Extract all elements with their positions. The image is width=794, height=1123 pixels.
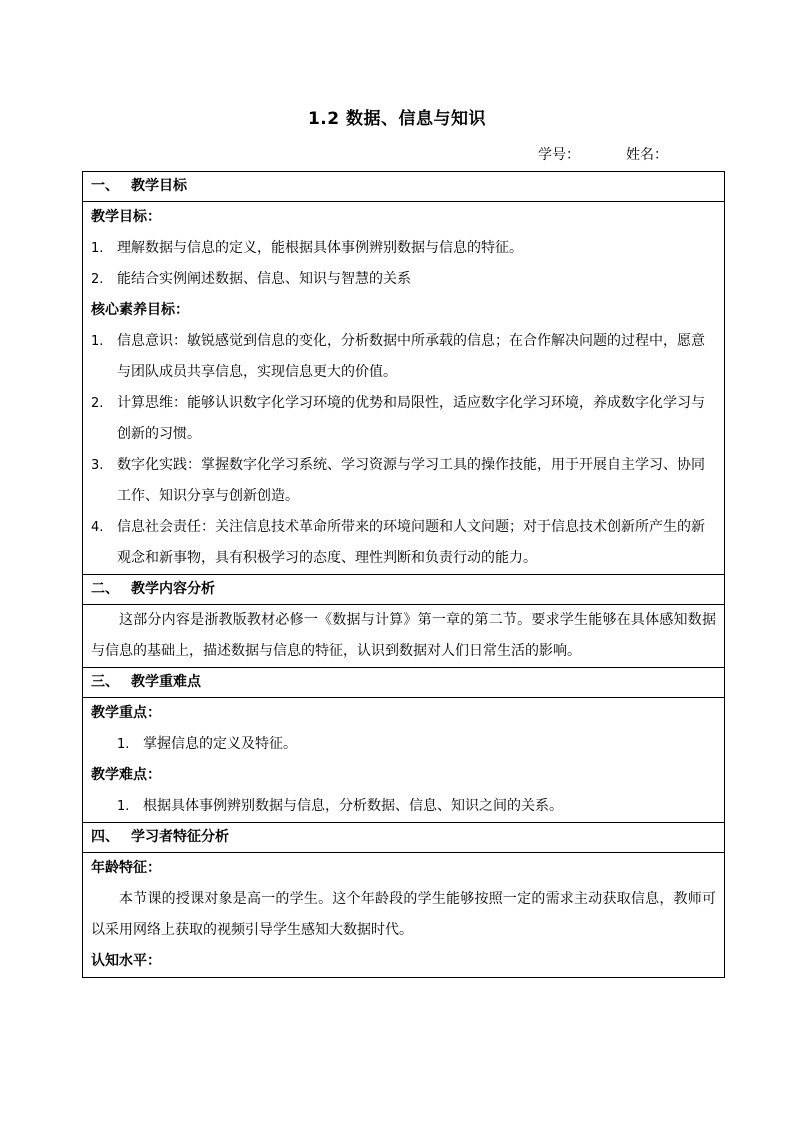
- list-item: [91, 791, 716, 822]
- difficult-points-label: 教学难点：: [91, 767, 161, 783]
- section-number: 一、: [91, 178, 119, 194]
- section-heading: 教学内容分析: [131, 581, 215, 597]
- section-body-row: [83, 202, 725, 575]
- section-heading-row: [83, 575, 725, 605]
- section-number: 三、: [91, 674, 119, 690]
- age-features-label: 年龄特征：: [91, 860, 161, 876]
- item-number: 4.: [91, 520, 104, 535]
- student-info-line: [538, 144, 668, 164]
- list-item: [91, 512, 716, 574]
- lesson-plan-table: [82, 171, 725, 978]
- item-number: 2.: [91, 396, 104, 411]
- item-text: 信息意识：敏锐感觉到信息的变化，分析数据中所承载的信息；在合作解决问题的过程中，愿意与团队成员共享信息，实现信息更大的价值。: [117, 333, 705, 380]
- section-number: 四、: [91, 829, 119, 845]
- list-item: [91, 264, 716, 295]
- section-body-row: [83, 605, 725, 668]
- section-body-row: [83, 853, 725, 978]
- content-analysis-paragraph: 这部分内容是浙教版教材必修一《数据与计算》第一章的第二节。要求学生能够在具体感知数据与信息的基础上，描述数据与信息的特征，认识到数据对人们日常生活的影响。: [91, 612, 716, 659]
- key-points-label: 教学重点：: [91, 705, 161, 721]
- item-text: 掌握信息的定义及特征。: [143, 736, 297, 752]
- item-number: 1.: [91, 334, 104, 349]
- section-heading-row: [83, 668, 725, 698]
- list-item: [91, 233, 716, 264]
- item-number: 1.: [91, 241, 104, 256]
- section-heading: 教学重难点: [131, 674, 201, 690]
- section-number: 二、: [91, 581, 119, 597]
- age-features-paragraph: 本节课的授课对象是高一的学生。这个年龄段的学生能够按照一定的需求主动获取信息，教师可以采用网络上获取的视频引导学生感知大数据时代。: [91, 891, 716, 938]
- list-item: [91, 326, 716, 388]
- list-item: [91, 450, 716, 512]
- cognitive-level-label: 认知水平：: [91, 953, 161, 969]
- item-text: 信息社会责任：关注信息技术革命所带来的环境问题和人文问题；对于信息技术创新所产生的新观念和新事物，具有积极学习的态度、理性判断和负责行动的能力。: [117, 519, 705, 566]
- student-id-label: 学号：: [538, 147, 580, 163]
- list-item: [91, 388, 716, 450]
- item-number: 3.: [91, 458, 104, 473]
- item-text: 能结合实例阐述数据、信息、知识与智慧的关系: [117, 271, 411, 287]
- core-literacy-label: 核心素养目标：: [91, 302, 189, 318]
- document-title: 1.2 数据、信息与知识: [307, 109, 487, 129]
- section-heading-row: [83, 823, 725, 853]
- section-heading: 学习者特征分析: [131, 829, 229, 845]
- section-body-row: [83, 698, 725, 823]
- list-item: [91, 729, 716, 760]
- section-heading-row: [83, 172, 725, 202]
- item-text: 理解数据与信息的定义，能根据具体事例辨别数据与信息的特征。: [117, 240, 523, 256]
- item-text: 计算思维：能够认识数字化学习环境的优势和局限性，适应数字化学习环境，养成数字化学习与创新的习惯。: [117, 395, 705, 442]
- section-heading: 教学目标: [131, 178, 187, 194]
- student-name-label: 姓名：: [626, 147, 668, 163]
- goals-label: 教学目标：: [91, 209, 161, 225]
- item-text: 数字化实践：掌握数字化学习系统、学习资源与学习工具的操作技能，用于开展自主学习、协同工作、知识分享与创新创造。: [117, 457, 705, 504]
- item-text: 根据具体事例辨别数据与信息，分析数据、信息、知识之间的关系。: [143, 798, 563, 814]
- item-number: 1.: [117, 799, 130, 814]
- item-number: 1.: [117, 737, 130, 752]
- item-number: 2.: [91, 272, 104, 287]
